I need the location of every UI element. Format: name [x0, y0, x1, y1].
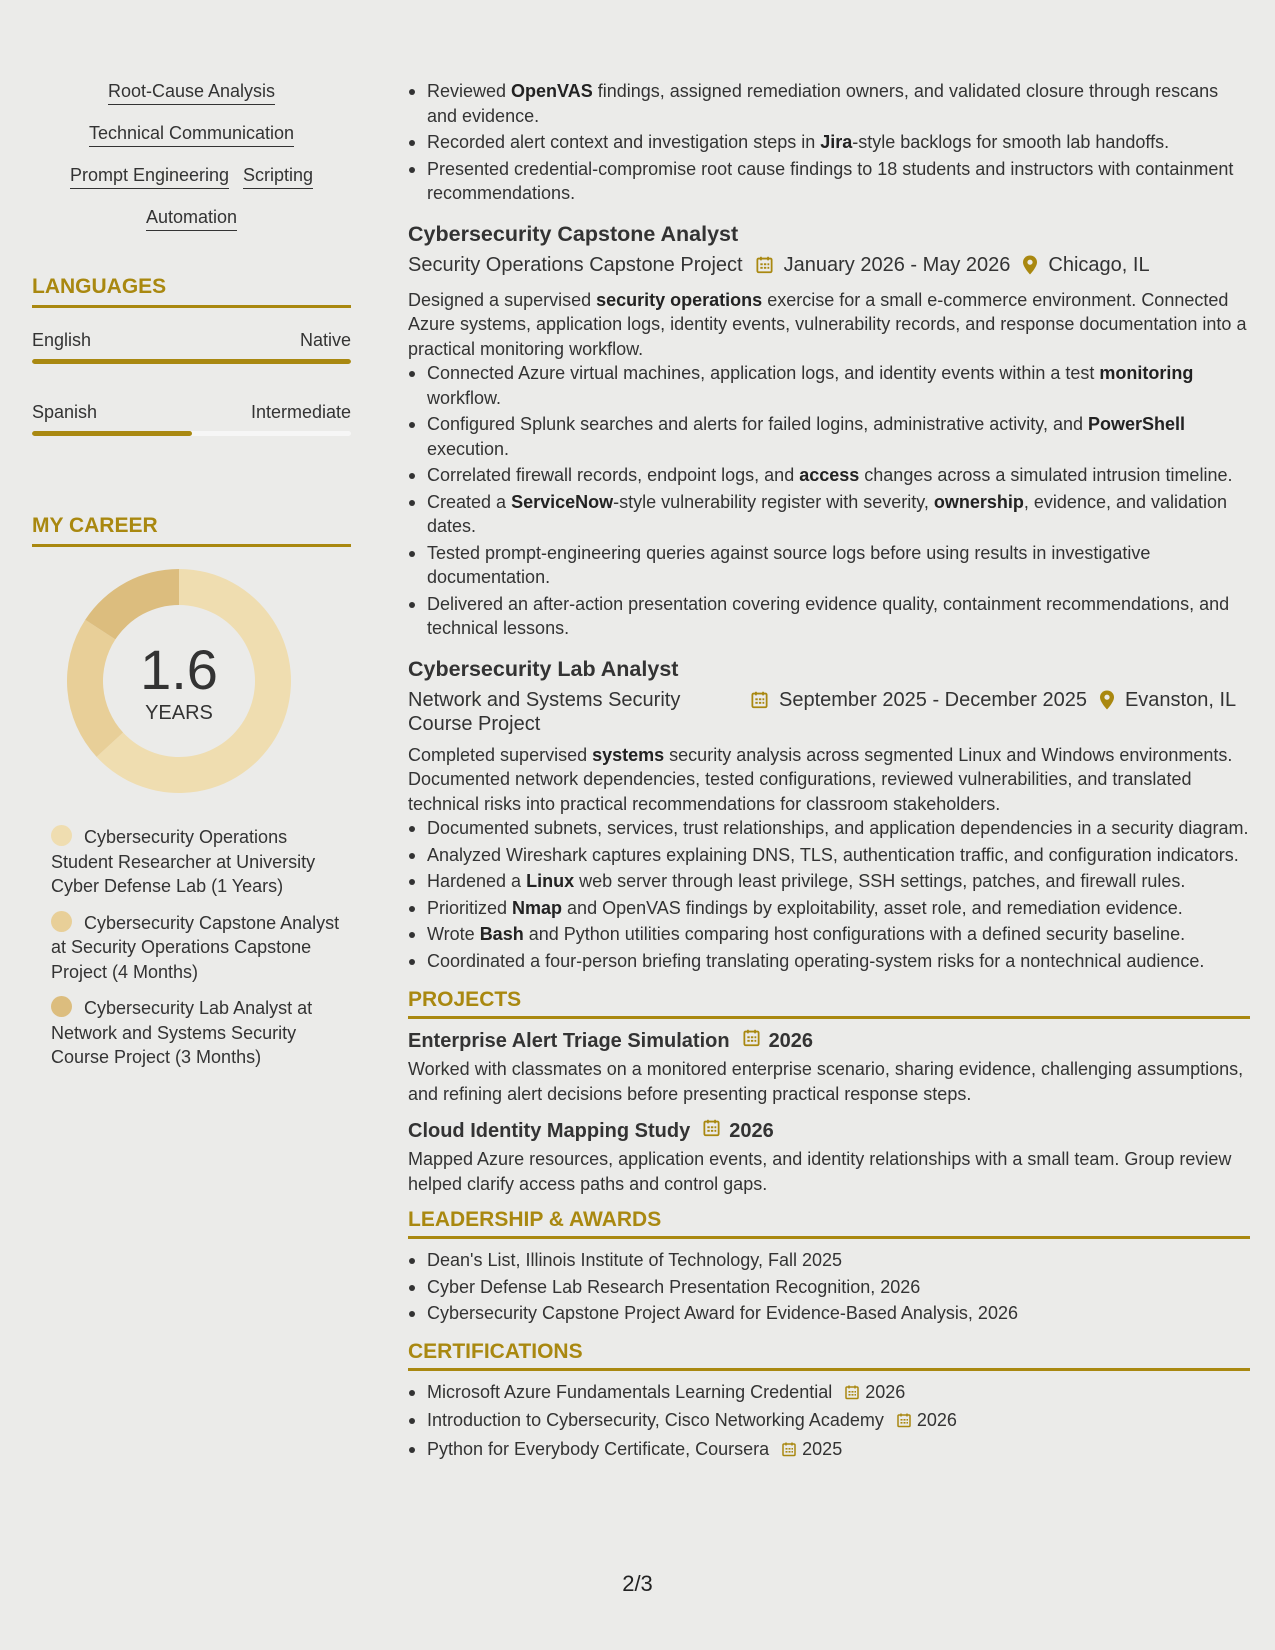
- bullet-item: [408, 157, 1250, 206]
- job-organization: Security Operations Capstone Project: [408, 253, 743, 276]
- bold-keyword: access: [799, 465, 860, 485]
- career-legend-item: [51, 996, 351, 1070]
- calendar-icon: [755, 255, 774, 280]
- text-segment: Prioritized: [427, 897, 513, 918]
- project-title: Enterprise Alert Triage Simulation: [408, 1030, 730, 1052]
- career-donut-chart: [67, 569, 291, 793]
- award-item: Cyber Defense Lab Research Presentation Recognition, 2026: [408, 1275, 1250, 1300]
- calendar-icon: [896, 1410, 912, 1435]
- bullet-item: [408, 592, 1250, 641]
- job-organization: Network and Systems Security Course Project: [408, 688, 681, 735]
- bullet-item: [408, 843, 1250, 868]
- cert-year: 2026: [916, 1410, 957, 1430]
- text-segment: Hardened a: [427, 871, 527, 891]
- job-bullets: [408, 816, 1250, 973]
- cert-item: [408, 1408, 1250, 1435]
- certifications-list: [408, 1380, 1250, 1464]
- certifications-heading: CERTIFICATIONS: [408, 1340, 1250, 1371]
- language-bar-fill: [32, 431, 192, 436]
- language-level: Native: [299, 330, 351, 350]
- language-name: English: [32, 330, 92, 350]
- job-summary: [408, 743, 1250, 817]
- text-segment: -style vulnerability register with severity,: [613, 491, 934, 512]
- text-segment: findings, assigned remediation owners, and validated closure through rescans and evidence.: [427, 81, 1219, 126]
- experience-item: [408, 220, 1250, 641]
- bullet-item: [408, 490, 1250, 539]
- projects-list: [408, 1028, 1250, 1196]
- text-segment: Reviewed: [427, 81, 512, 101]
- text-segment: Created a: [427, 491, 512, 512]
- text-segment: Correlated firewall records, endpoint logs, and: [427, 465, 800, 485]
- text-segment: workflow.: [427, 387, 502, 408]
- project-year: 2026: [768, 1030, 814, 1052]
- language-english: [32, 330, 351, 364]
- job-bullets: [408, 361, 1250, 641]
- skill-tag: Prompt Engineering: [70, 166, 229, 189]
- bullet-item: [408, 361, 1250, 410]
- legend-dot: [51, 911, 72, 932]
- cert-year: 2025: [802, 1438, 843, 1459]
- job-title: Cybersecurity Lab Analyst: [408, 656, 679, 681]
- text-segment: , evidence, and validation dates.: [427, 491, 1228, 536]
- project-year: 2026: [729, 1120, 774, 1142]
- text-segment: Presented credential-compromise root cause findings to 18 students and instructors with containment recommendations.: [427, 158, 1234, 203]
- cert-name: Introduction to Cybersecurity, Cisco Networking Academy: [427, 1410, 884, 1430]
- cert-item: [408, 1380, 1250, 1407]
- bullet-item: [408, 412, 1250, 461]
- experience-list: [408, 220, 1250, 974]
- text-segment: and Python utilities comparing host configurations with a defined security baseline.: [523, 924, 1186, 944]
- language-bar-fill: [32, 359, 351, 364]
- job-title: Cybersecurity Capstone Analyst: [408, 221, 739, 246]
- text-segment: Coordinated a four-person briefing translating operating-system risks for a nontechnical audience.: [427, 950, 1205, 971]
- bold-keyword: ownership: [933, 491, 1024, 512]
- job-dates: January 2026 - May 2026: [783, 253, 1011, 276]
- languages-heading: LANGUAGES: [32, 275, 351, 308]
- award-item: Dean's List, Illinois Institute of Technology, Fall 2025: [408, 1248, 1250, 1273]
- skill-tag: Automation: [146, 208, 237, 231]
- bold-keyword: OpenVAS: [511, 81, 593, 101]
- calendar-icon: [844, 1382, 860, 1407]
- career-legend: [51, 825, 351, 1070]
- bold-keyword: PowerShell: [1088, 414, 1186, 434]
- text-segment: security analysis across segmented Linux and Windows environments. Documented network dependencies, tested configurations, reviewed vulnerabilities, and translated technical risks into practical recommendations for classroom stakeholders.: [408, 744, 1233, 814]
- bold-keyword: Jira: [820, 132, 853, 152]
- text-segment: changes across a simulated intrusion timeline.: [859, 465, 1233, 485]
- career-unit: YEARS: [145, 701, 213, 724]
- career-legend-item: [51, 825, 351, 899]
- projects-heading: PROJECTS: [408, 988, 1250, 1019]
- top-bullets: [408, 79, 1250, 206]
- bullet-item: [408, 130, 1250, 155]
- language-spanish: [32, 402, 351, 436]
- text-segment: and OpenVAS findings by exploitability, asset role, and remediation evidence.: [562, 897, 1183, 918]
- text-segment: Documented subnets, services, trust relationships, and application dependencies in a security diagram.: [427, 818, 1249, 838]
- text-segment: exercise for a small e-commerce environment. Connected Azure systems, application logs, identity events, vulnerability records, and response documentation into a practical monitoring workflow.: [408, 289, 1247, 359]
- location-pin-icon: [1099, 690, 1115, 716]
- bold-keyword: ServiceNow: [511, 491, 614, 512]
- skill-tag: Scripting: [243, 166, 313, 189]
- skills-list: [32, 82, 351, 250]
- text-segment: Wrote: [427, 924, 480, 944]
- text-segment: web server through least privilege, SSH settings, patches, and firewall rules.: [574, 871, 1186, 891]
- calendar-icon: [750, 690, 769, 715]
- language-level: Intermediate: [250, 402, 351, 422]
- bullet-item: [408, 896, 1250, 921]
- bold-keyword: monitoring: [1099, 363, 1194, 383]
- job-location: Chicago, IL: [1048, 253, 1150, 276]
- text-segment: Analyzed Wireshark captures explaining DNS, TLS, authentication traffic, and configuration indicators.: [427, 844, 1239, 865]
- job-dates: September 2025 - December 2025: [779, 688, 1087, 711]
- awards-heading: LEADERSHIP & AWARDS: [408, 1208, 1250, 1239]
- bullet-item: [408, 949, 1250, 974]
- cert-name: Python for Everybody Certificate, Coursera: [427, 1438, 770, 1459]
- language-bar: [32, 431, 351, 436]
- bold-keyword: Linux: [526, 871, 575, 891]
- bold-keyword: Nmap: [512, 897, 563, 918]
- text-segment: Configured Splunk searches and alerts for failed logins, administrative activity, and: [427, 414, 1089, 434]
- project-title: Cloud Identity Mapping Study: [408, 1120, 691, 1142]
- bullet-item: [408, 79, 1250, 128]
- text-segment: Designed a supervised: [408, 289, 597, 310]
- legend-text: Cybersecurity Capstone Analyst at Security Operations Capstone Project (4 Months): [51, 912, 340, 982]
- experience-item: [408, 655, 1250, 974]
- cert-item: [408, 1437, 1250, 1464]
- cert-year: 2026: [865, 1381, 906, 1402]
- page-number: 2/3: [622, 1571, 653, 1596]
- legend-dot: [51, 825, 72, 846]
- text-segment: execution.: [427, 438, 510, 459]
- donut-center: [67, 569, 291, 793]
- bold-keyword: security operations: [596, 289, 763, 310]
- text-segment: Completed supervised: [408, 744, 593, 765]
- bold-keyword: Bash: [479, 924, 524, 944]
- job-meta: [408, 253, 1250, 281]
- career-legend-item: [51, 911, 351, 985]
- job-location: Evanston, IL: [1124, 688, 1237, 711]
- bullet-item: [408, 869, 1250, 894]
- bullet-item: [408, 541, 1250, 590]
- bullet-item: [408, 922, 1250, 947]
- calendar-icon: [742, 1028, 761, 1054]
- text-segment: Connected Azure virtual machines, application logs, and identity events within a test: [427, 363, 1100, 383]
- bullet-item: [408, 816, 1250, 841]
- legend-text: Cybersecurity Lab Analyst at Network and Systems Security Course Project (3 Months): [51, 998, 313, 1067]
- skill-tag: Root-Cause Analysis: [108, 82, 275, 105]
- job-summary: [408, 288, 1250, 362]
- sidebar: [32, 82, 351, 1082]
- job-meta: [408, 688, 1250, 736]
- skill-tag: Technical Communication: [89, 124, 294, 147]
- cert-name: Microsoft Azure Fundamentals Learning Credential: [427, 1381, 833, 1402]
- text-segment: -style backlogs for smooth lab handoffs.: [852, 132, 1170, 152]
- location-pin-icon: [1022, 255, 1038, 281]
- project-item: [408, 1028, 1250, 1106]
- bullet-item: [408, 463, 1250, 488]
- text-segment: Delivered an after-action presentation covering evidence quality, containment recommendations, and technical lessons.: [427, 593, 1230, 638]
- project-description: Mapped Azure resources, application events, and identity relationships with a small team. Group review helped clarify access paths and control gaps.: [408, 1149, 1232, 1194]
- project-description: Worked with classmates on a monitored enterprise scenario, sharing evidence, challenging assumptions, and refining alert decisions before presenting practical response steps.: [408, 1059, 1244, 1104]
- language-name: Spanish: [32, 402, 98, 422]
- text-segment: Tested prompt-engineering queries against source logs before using results in investigative documentation.: [427, 542, 1151, 587]
- text-segment: Recorded alert context and investigation steps in: [427, 132, 821, 152]
- main-content: [408, 79, 1250, 1465]
- language-bar: [32, 359, 351, 364]
- award-item: Cybersecurity Capstone Project Award for Evidence-Based Analysis, 2026: [408, 1301, 1250, 1326]
- career-heading: MY CAREER: [32, 514, 351, 547]
- calendar-icon: [781, 1439, 797, 1464]
- calendar-icon: [702, 1118, 721, 1144]
- awards-list: [408, 1248, 1250, 1326]
- legend-dot: [51, 996, 72, 1017]
- bold-keyword: systems: [592, 744, 665, 765]
- career-total: 1.6: [140, 637, 218, 701]
- project-item: [408, 1118, 1250, 1196]
- legend-text: Cybersecurity Operations Student Researcher at University Cyber Defense Lab (1 Years): [51, 827, 316, 896]
